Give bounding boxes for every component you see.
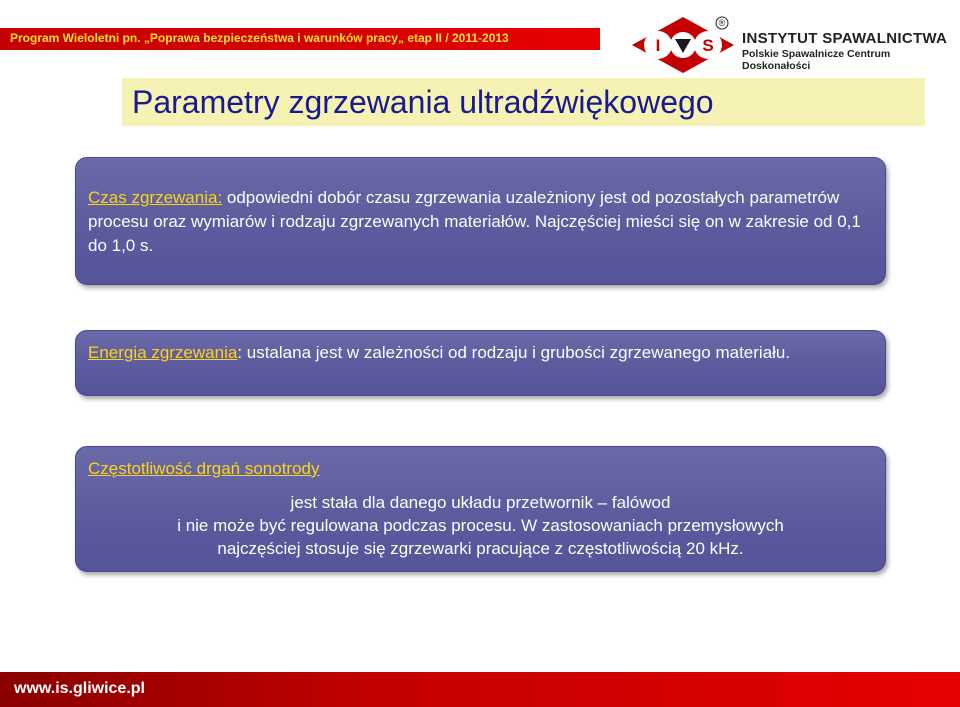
welding-time-text [88, 186, 868, 258]
footer-bar [0, 672, 960, 707]
frequency-line-2: i nie może być regulowana podczas procesu. W zastosowaniach przemysłowych [177, 516, 784, 535]
logo-letter-s: S [702, 36, 714, 55]
welding-time-box [75, 157, 886, 285]
org-subtitle: Polskie Spawalnicze Centrum Doskonałości [742, 48, 891, 72]
welding-energy-box [75, 330, 886, 396]
registered-mark: ® [718, 18, 726, 28]
frequency-body [76, 491, 885, 560]
welding-energy-heading: Energia zgrzewania [88, 343, 238, 362]
program-text: Program Wieloletni pn. „Poprawa bezpieczeństwa i warunków pracy„ etap II / 2011-2013 [10, 31, 509, 45]
institute-logo [628, 14, 738, 76]
logo-letter-i: I [655, 36, 661, 55]
footer-url[interactable]: www.is.gliwice.pl [14, 680, 145, 697]
frequency-line-3: najczęściej stosuje się zgrzewarki pracujące z częstotliwością 20 kHz. [217, 539, 744, 558]
page-title: Parametry zgrzewania ultradźwiękowego [132, 84, 714, 120]
frequency-box [75, 446, 886, 572]
welding-time-body: odpowiedni dobór czasu zgrzewania uzależniony jest od pozostałych parametrów procesu oraz wymiarów i rodzaju zgrzewanych materiałów. Najczęściej mieści się on w zakresie od 0,1 do 1,0 s. [88, 188, 861, 255]
org-name: INSTYTUT SPAWALNICTWA [742, 30, 948, 47]
welding-energy-text [88, 341, 868, 365]
welding-energy-body: : ustalana jest w zależności od rodzaju i grubości zgrzewanego materiału. [237, 343, 791, 362]
frequency-line-1: jest stała dla danego układu przetwornik – falówod [290, 493, 671, 512]
welding-time-heading: Czas zgrzewania: [88, 188, 223, 207]
frequency-heading: Częstotliwość drgań sonotrody [88, 459, 320, 478]
program-banner [0, 28, 600, 50]
title-band [122, 78, 925, 126]
logo-icon [628, 14, 738, 76]
